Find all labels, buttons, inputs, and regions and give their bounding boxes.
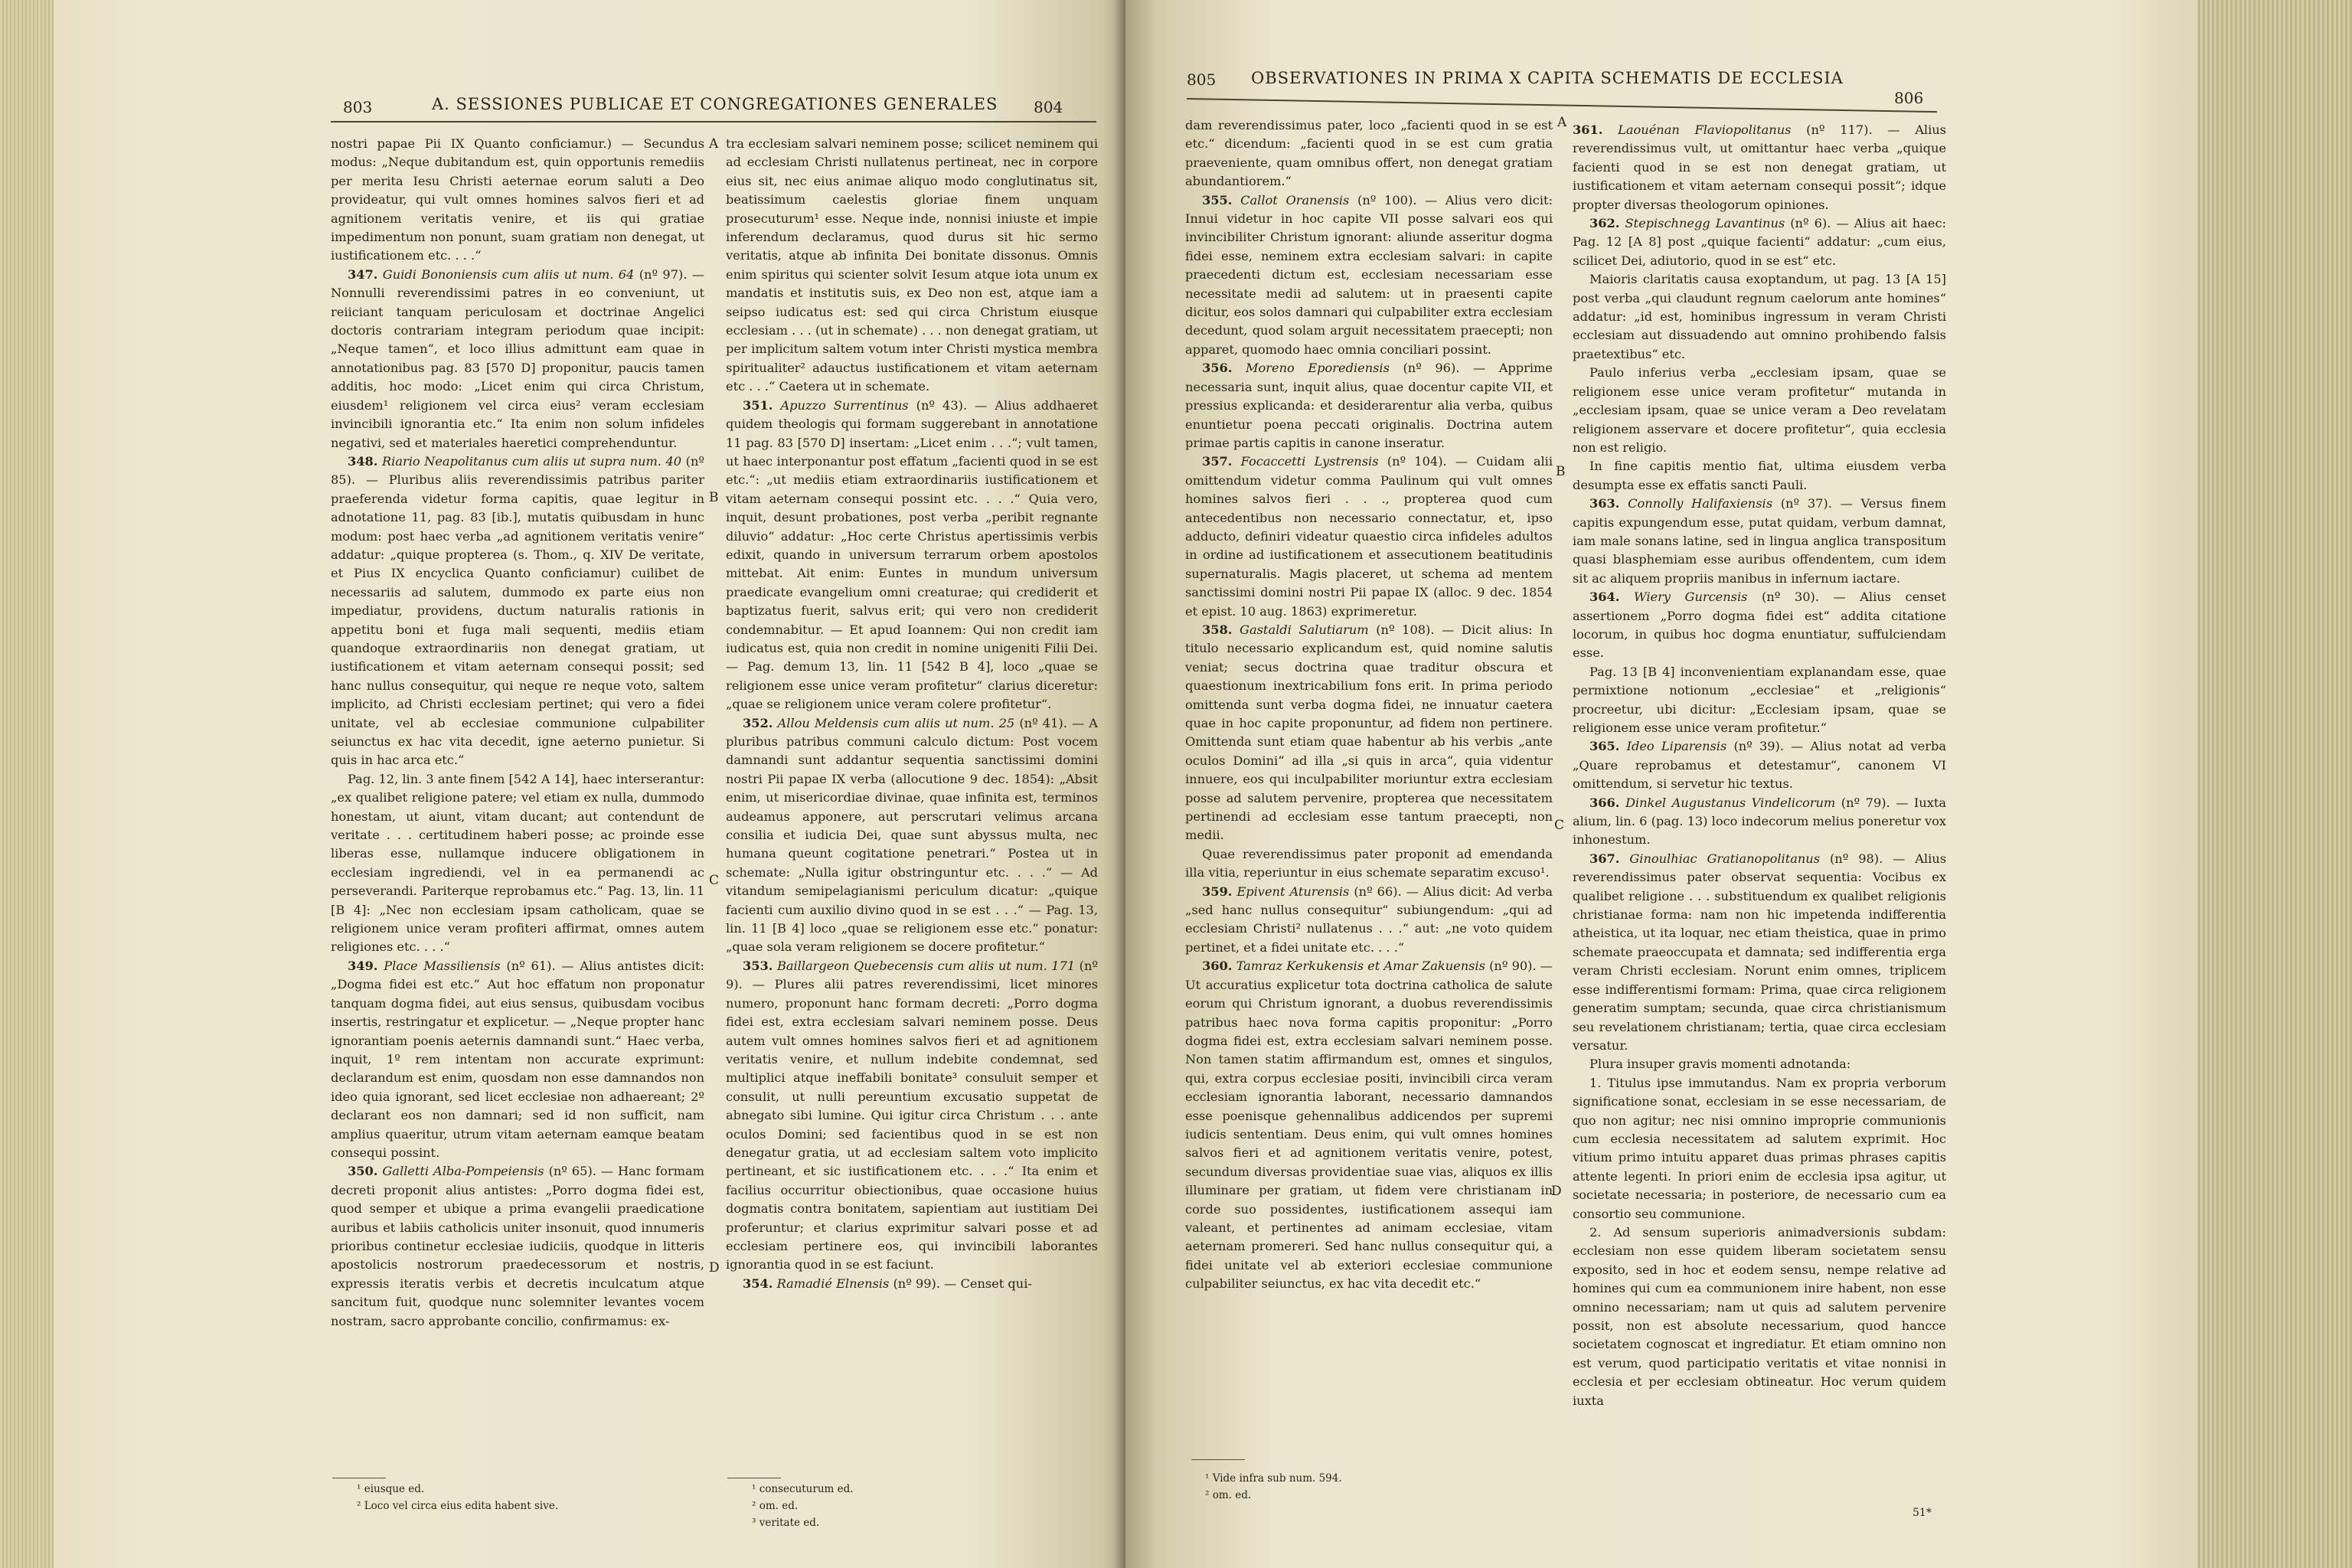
entry-number: 367. — [1589, 851, 1620, 866]
running-head: OBSERVATIONES IN PRIMA X CAPITA SCHEMATIS DE ECCLESIA — [1251, 69, 1844, 87]
margin-letter-D: D — [709, 1260, 720, 1276]
paragraph-text: Pag. 13 [B 4] inconvenientiam explanandam esse, quae permixtione notionum „ecclesiae“ et „religionis“ procreetur, ubi dicitur: „Ecclesiam ipsam, quae se religionem esse unice veram profitetur.“ — [1573, 664, 1946, 735]
paragraph — [726, 397, 1098, 714]
footnote: ¹ Vide infra sub num. 594. — [1205, 1472, 1342, 1485]
page-number-803: 803 — [343, 98, 373, 116]
entry-number: 360. — [1202, 959, 1233, 974]
paragraph-text: (nº 98). — Alius reverendissimus pater observat sequentia: Vocibus ex qualibet religione . . . substituendum ex qualibet religionis christianae forma: nam non hic impetenda indifferentia atheistica, ut ita loquar, nec etiam theistica, quae in primo schemate praeoccupata et damnata; sed indifferentia erga veram Christi ecclesiam. Norunt enim omnes, triplicem esse indifferentismi formam: Prima, quae circa religionem generatim sumptam; secunda, quae circa christianismum seu revelationem christianam; tertia, quae circa ecclesiam versatur. — [1573, 851, 1946, 1053]
paragraph-text: (nº 43). — Alius addhaeret quidem theologis qui formam suggerebant in annotatione 11 pag. 83 [570 D] insertam: „Licet enim . . .“; vult tamen, ut haec interponantur post effatum „facienti quod in se est etc.“: „ut mediis etiam extraordinariis iustificationem et vitam aeternam consequi possint etc. . . .“ Quia vero, inquit, desunt probationes, post verba „peribit regnante diluvio“ addatur: „Hoc certe Christus apertissimis verbis edixit, quando in universum terrarum orbem apostolos mittebat. Ait enim: Euntes in mundum universum praedicate evangelium omni creaturae; qui crediderit et baptizatus fuerit, salvus erit; qui vero non crediderit condemnabitur. — Et apud Ioannem: Qui non credit iam iudicatus est, quia non credit in nomine unigeniti Filii Dei. — Pag. demum 13, lin. 11 [542 B 4], loco „quae se religionem esse unice veram profitetur“ clarius diceretur: „quae se religionem unice veram colere profitetur“. — [726, 397, 1098, 712]
bishop-name: Ramadié Elnensis — [776, 1276, 890, 1291]
page-number-806: 806 — [1894, 89, 1924, 107]
paragraph-text: In fine capitis mentio fiat, ultima eiusdem verba desumpta esse ex effatis sancti Pauli. — [1573, 459, 1946, 492]
signature-mark: 51* — [1913, 1507, 1932, 1519]
page-edges-left — [0, 0, 57, 1568]
bishop-name: Galletti Alba-Pompeiensis — [382, 1164, 544, 1179]
page-number-805: 805 — [1187, 70, 1217, 89]
entry-number: 357. — [1202, 454, 1233, 469]
margin-letter-B: B — [1556, 464, 1566, 479]
paragraph-text: (nº 37). — Versus finem capitis expungendum esse, putat quidam, verbum damnat, iam male sonans latine, sed in lingua anglica transpositum quasi blasphemiam esse auribus offendentem, cum idem sit ac aliquem propriis manibus in infernum iactare. — [1573, 496, 1946, 586]
paragraph — [331, 770, 704, 957]
entry-number: 351. — [743, 397, 773, 413]
paragraph-text: (nº 99). — Censet qui- — [893, 1276, 1032, 1291]
paragraph — [1573, 270, 1946, 364]
paragraph — [1185, 883, 1553, 958]
paragraph — [1573, 121, 1946, 214]
paragraph — [1185, 957, 1553, 1293]
footnote: ² om. ed. — [752, 1500, 799, 1512]
paragraph — [726, 714, 1098, 957]
footnote: ² Loco vel circa eius edita habent sive. — [357, 1500, 559, 1512]
paragraph — [331, 957, 704, 1162]
paragraph — [1573, 663, 1946, 738]
paragraph-text: 2. Ad sensum superioris animadversionis subdam: ecclesiam non esse quidem liberam societatem sensu exposito, sed in hoc et eodem sensu, nempe relative ad homines qui cum ea communionem inire habent, non esse omnino necessariam; nam ut quis ad salutem pervenire possit, non est absolute necessarium, quod hancce societatem cognoscat et ingrediatur. Et etiam omnino non est verum, quod participatio veritatis et vitae nonnisi in ecclesia et per ecclesiam obtineatur. Hoc verum quidem iuxta — [1573, 1224, 1946, 1408]
left-page — [54, 0, 1125, 1568]
header-rule — [331, 121, 1096, 122]
paragraph-text: (nº 90). — Ut accuratius explicetur tota doctrina catholica de salute eorum qui Christum ignorant, a duobus reverendissimis patribus haec nova forma capitis proponitur: „Porro dogma fidei est, extra ecclesiam salvari neminem posse. Non tamen statim affirmandum est, omnes et singulos, qui, extra corpus ecclesiae positi, invincibili circa veram ecclesiam ignorantia laborant, necessario damnandos esse poenisque gehennalibus addicendos per supremi iudicis sententiam. Deus enim, qui vult omnes homines salvos fieri et ad agnitionem veritatis venire, potest, secundum diversas providentiae suae vias, aliquos ex illis illuminare per gratiam, ut fidem vere christianam in corde suo possidentes, iustificationem assequi iam valeant, et pertinentes ad animam ecclesiae, vitam aeternam promereri. Sed hanc nullus consequitur qui, a fidei unitate vel ab exteriori ecclesiae communione culpabiliter seiunctus, ex hac vita decedit etc.“ — [1185, 959, 1553, 1292]
paragraph — [1185, 845, 1553, 883]
paragraph-text: dam reverendissimus pater, loco „facienti quod in se est etc.“ dicendum: „facienti quod in se est cum gratia praeveniente, quam omnibus offert, non denegat gratiam abundantiorem.“ — [1185, 118, 1553, 189]
page-edges-right — [2191, 0, 2352, 1568]
entry-number: 352. — [743, 715, 773, 730]
bishop-name: Connolly Halifaxiensis — [1628, 496, 1772, 511]
bishop-name: Moreno Eporediensis — [1245, 361, 1390, 376]
entry-number: 347. — [348, 266, 378, 282]
paragraph-text: Plura insuper gravis momenti adnotanda: — [1589, 1057, 1851, 1072]
entry-number: 363. — [1589, 496, 1620, 511]
paragraph — [1573, 495, 1946, 588]
paragraph-text: (nº 61). — Alius antistes dicit: „Dogma fidei est etc.“ Aut hoc effatum non proponatur tanquam dogma fidei, aut eius sensus, quibusdam vocibus insertis, restringatur et explicetur. — „Neque propter hanc ignorantiam poenis aeternis damnandi sunt.“ Haec verba, inquit, 1º rem intentam non accurate exprimunt: declarandum est enim, quosdam non esse damnandos non ideo quia ignorant, sed licet ecclesiae non adhaereant; 2º declarant eos non damnari; sed id non sufficit, nam amplius quaeritur, utrum vitam aeternam eamque beatam consequi possint. — [331, 958, 704, 1160]
entry-number: 350. — [348, 1164, 378, 1179]
entry-number: 355. — [1202, 192, 1233, 207]
paragraph — [331, 266, 704, 452]
paragraph — [1185, 116, 1553, 191]
paragraph — [1573, 214, 1946, 270]
paragraph — [1573, 457, 1946, 495]
paragraph-text: 1. Titulus ipse immutandus. Nam ex propria verborum significatione sonat, ecclesiam in se esse necessariam, de quo non agitur; nec nisi omnino improprie communionis cum ecclesia necessitatem ad salutem exprimit. Hoc vitium primo intuitu apparet duas primas phrases capitis attente legenti. In priori enim de ecclesia ipsa agitur, ut societate necessaria; in posteriore, de necessario cum ea consortio seu communione. — [1573, 1075, 1946, 1221]
paragraph — [331, 135, 704, 266]
bishop-name: Guidi Bononiensis cum aliis ut num. 64 — [382, 266, 635, 282]
entry-number: 353. — [743, 958, 773, 973]
paragraph — [726, 957, 1098, 1275]
footnote: ¹ consecuturum ed. — [752, 1483, 854, 1495]
entry-number: 364. — [1589, 590, 1620, 605]
paragraph-text: (nº 108). — Dicit alius: In titulo necessario explicandum est, quid nomine salutis veniat; secus doctrina quae traditur obscura et quaestionum inextricabilium fons erit. In prima periodo omittenda sunt verba dogma fidei, ne innuatur caetera quae in hoc capite proponuntur, ad fidem non pertinere. Omittenda sunt etiam quae habentur ab his verbis „ante oculos Domini“ ad illa „si quis in arca“, quia videntur innuere, eos qui inculpabiliter moriuntur extra ecclesiam posse ad salutem pervenire, propterea que necessitatem pertinendi ad ecclesiam esse tantum praecepti, non medii. — [1185, 622, 1553, 843]
footnote: ¹ eiusque ed. — [357, 1483, 425, 1495]
bishop-name: Laouénan Flaviopolitanus — [1618, 122, 1792, 137]
right-page-column-2 — [1573, 121, 1946, 1499]
bishop-name: Apuzzo Surrentinus — [780, 397, 909, 413]
paragraph-text: (nº 65). — Hanc formam decreti proponit alius antistes: „Porro dogma fidei est, quod semper et ubique a prima evangelii praedicatione auribus et labiis catholicis uniter insonuit, quod innumeris prioribus continetur ecclesiae iudiciis, quodque in litteris apostolicis nostrorum praedecessorum et nostris, expressis iteratis verbis et decretis inculcatum atque sancitum fuit, quodque nunc solemniter levantes vocem nostram, sacro approbante concilio, confirmamus: ex- — [331, 1164, 704, 1328]
bishop-name: Allou Meldensis cum aliis ut num. 25 — [777, 715, 1015, 730]
page-number-804: 804 — [1034, 98, 1063, 116]
paragraph-text: (nº 97). — Nonnulli reverendissimi patres in eo conveniunt, ut reiiciant tanquam periculosam et doctrinae Angelici doctoris contrariam integram periodum quae incipit: „Neque tamen“, et loco illius admittunt eam quae in annotationibus pag. 83 [570 D] proponitur, paucis tamen additis, hoc modo: „Licet enim qui circa Christum, eiusdem¹ religionem vel circa eius² veram ecclesiam invincibili ignorantia etc.“ Ita enim non solum infideles negativi, sed et materiales haeretici comprehenduntur. — [331, 266, 704, 450]
paragraph-text: (nº 6). — Alius ait haec: Pag. 12 [A 8] post „quique facienti“ addatur: „cum eius, scilicet Dei, adiutorio, quod in se est“ etc. — [1573, 216, 1946, 268]
paragraph — [331, 1162, 704, 1331]
bishop-name: Ginoulhiac Gratianopolitanus — [1629, 851, 1821, 866]
paragraph — [726, 135, 1098, 397]
entry-number: 354. — [743, 1276, 773, 1291]
paragraph-text: Paulo inferius verba „ecclesiam ipsam, quae se religionem esse unice veram profitetur“ mutanda in „ecclesiam ipsam, quae se unice veram a Deo revelatam religionem asservare et docere profitetur“, quia ecclesia non est religio. — [1573, 365, 1946, 455]
bishop-name: Riario Neapolitanus cum aliis ut supra num. 40 — [381, 453, 682, 469]
paragraph-text: (nº 96). — Apprime necessaria sunt, inquit alius, quae docentur capite VII, et pressius explicanda: et desiderarentur alia verba, quibus enuntietur poena peccati originalis. Doctrina autem primae partis capitis in canone inseratur. — [1185, 361, 1553, 450]
paragraph — [1185, 191, 1553, 360]
bishop-name: Dinkel Augustanus Vindelicorum — [1625, 795, 1836, 810]
margin-letter-A: A — [709, 136, 719, 152]
paragraph — [1573, 850, 1946, 1055]
entry-number: 365. — [1589, 739, 1620, 754]
paragraph-text: (nº 79). — Iuxta alium, lin. 6 (pag. 13) loco indecorum melius poneretur vox inhonestum. — [1573, 795, 1946, 848]
bishop-name: Tamraz Kerkukensis et Amar Zakuensis — [1236, 959, 1485, 974]
margin-letter-C: C — [1554, 818, 1565, 833]
entry-number: 361. — [1573, 122, 1603, 137]
entry-number: 362. — [1589, 216, 1620, 231]
paragraph — [1573, 1074, 1946, 1223]
right-page — [1125, 0, 2197, 1568]
bishop-name: Baillargeon Quebecensis cum aliis ut num. 171 — [776, 958, 1076, 973]
footnote: ³ veritate ed. — [752, 1517, 820, 1529]
paragraph-text: tra ecclesiam salvari neminem posse; scilicet neminem qui ad ecclesiam Christi nullatenus pertineat, nec in corpore eius sit, nec eius animae aliquo modo conglutinatus sit, beatissimum caelestis gloriae finem unquam prosecuturum¹ esse. Neque inde, nonnisi iniuste et impie inferendum declaramus, quod durus sit hic sermo veritatis, atque ab infinita Dei bonitate dissonus. Omnis enim spiritus qui scienter solvit Iesum atque iota unum ex mandatis et institutis suis, ex Deo non est, atque iam a seipso iudicatus est: sed qui circa Christum eiusque ecclesiam . . . (ut in schemate) . . . non denegat gratiam, ut per implicitum saltem votum inter Christi mystica membra spiritualiter² adauctus iustificationem et vitam aeternam etc . . .“ Caetera ut in schemate. — [726, 136, 1098, 394]
margin-letter-B: B — [709, 490, 719, 505]
paragraph-text: (nº 100). — Alius vero dicit: Innui videtur in hoc capite VII posse salvari eos qui invincibiliter Christum ignorant: aliunde asseritur dogma fidei esse, neminem extra ecclesiam salvari: in capite praecedenti dictum est, ecclesiam necessariam esse necessitate medii ad salutem: ut in praesenti capite dicitur, eos solos damnari qui culpabiliter extra ecclesiam decedunt, quod solam arguit necessitatem praecepti; non apparet, quomodo haec omnia conciliari possint. — [1185, 192, 1553, 357]
paragraph — [1185, 452, 1553, 621]
paragraph-text: (nº 85). — Pluribus aliis reverendissimis patribus pariter praeferenda videtur forma capitis, quae legitur in adnotatione 11, pag. 83 [ib.], mutatis quibusdam in hunc modum: post haec verba „ad agnitionem veritatis venire“ addatur: „quique propterea (s. Thom., q. XIV De veritate, et Pius IX encyclica Quanto conficiamur) cuilibet de necessariis ad salutem, dummodo ex parte eius non impediatur, providens, ductum naturalis rationis in appetitu boni et fuga mali sequenti, mediis etiam quandoque extraordinariis non denegat gratiam, ut iustificationem et vitam aeternam consequi possit; sed hanc nullus consequitur, qui neque re neque voto, saltem implicito, ad Christi ecclesiam pertinet; qui vero a fidei unitate, vel ab ecclesiae communione culpabiliter seiunctus ex hac vita decedit, igne aeterno punietur. Si quis in hac arca etc.“ — [331, 453, 704, 768]
paragraph-text: (nº 117). — Alius reverendissimus vult, ut omittantur haec verba „quique facienti quod in se est non denegat gratiam, ut iustificationem et vitam aeternam consequi possit“; idque propter diversas theologorum opiniones. — [1573, 122, 1946, 212]
paragraph-text: (nº 39). — Alius notat ad verba „Quare reprobamus et detestamur“, canonem VI omittendum, si servetur hic textus. — [1573, 739, 1946, 792]
entry-number: 356. — [1202, 361, 1233, 376]
left-page-column-1 — [331, 135, 704, 1475]
paragraph — [726, 1275, 1098, 1293]
entry-number: 358. — [1202, 622, 1233, 637]
paragraph-text: (nº 66). — Alius dicit: Ad verba „sed hanc nullus consequitur“ subiungendum: „qui ad ecclesiam Christi² nullatenus . . .“ aut: „ne voto quidem pertinet, et a fidei unitate etc. . . .“ — [1185, 884, 1553, 955]
left-page-column-2 — [726, 135, 1098, 1475]
bishop-name: Epivent Aturensis — [1236, 884, 1350, 899]
bishop-name: Wiery Gurcensis — [1633, 590, 1748, 605]
bishop-name: Stepischnegg Lavantinus — [1625, 216, 1785, 231]
bishop-name: Callot Oranensis — [1240, 192, 1350, 207]
footnote: ² om. ed. — [1205, 1489, 1252, 1501]
paragraph — [1573, 737, 1946, 793]
margin-letter-D: D — [1551, 1184, 1562, 1199]
paragraph-text: Quae reverendissimus pater proponit ad emendanda illa vitia, reperiuntur in eius schemate separatim excuso¹. — [1185, 846, 1553, 880]
entry-number: 359. — [1202, 884, 1233, 899]
header-rule — [1187, 98, 1937, 113]
paragraph-text: (nº 30). — Alius censet assertionem „Porro dogma fidei est“ addita citatione locorum, in quibus hoc dogma enuntiatur, suffulciendam esse. — [1573, 590, 1946, 661]
paragraph-text: (nº 41). — A pluribus patribus communi calculo dictum: Post vocem damnandi sunt addantur sequentia sanctissimi domini nostri Pii papae IX verba (allocutione 9 dec. 1854): „Absit enim, ut misericordiae divinae, quae infinita est, terminos audeamus apponere, aut perscrutari velimus arcana consilia et iudicia Dei, quae sunt abyssus multa, nec humana queunt cogitatione penetrari.“ Postea ut in schemate: „Nulla igitur obstringuntur etc. . . .“ — Ad vitandum semipelagianismi periculum dicatur: „quique facienti cum auxilio divino quod in se est . . .“ — Pag. 13, lin. 11 [B 4] loco „quae se religionem esse etc.“ ponatur: „quae sola veram religionem se docere profitetur.“ — [726, 715, 1098, 955]
bishop-name: Ideo Liparensis — [1626, 739, 1727, 754]
paragraph-text: Pag. 12, lin. 3 ante finem [542 A 14], haec interserantur: „ex qualibet religione patere; vel etiam ex nulla, dummodo honestam, ut aiunt, vitam ducant; aut contendunt de veritate . . . certitudinem haberi posse; ac proinde esse liberas esse, nullamque inducere obligationem in ecclesiam ingrediendi, vel in ea permanendi ac perseverandi. Pariterque reprobamus etc.“ Pag. 13, lin. 11 [B 4]: „Nec non ecclesiam ipsam catholicam, quae se religionem unice veram profiteri affirmat, omnes autem religiones etc. . . .“ — [331, 771, 704, 955]
footnote-rule — [1191, 1459, 1245, 1460]
paragraph-text: nostri papae Pii IX Quanto conficiamur.) — Secundus modus: „Neque dubitandum est, quin opportunis remediis per merita Iesu Christi aeternae eorum saluti a Deo provideatur, qui vult omnes homines salvos fieri et ad agnitionem veritatis venire, et iis qui gratiae impedimentum non ponunt, suam gratiam non denegat, ut iustificationem etc. . . .“ — [331, 136, 704, 263]
entry-number: 348. — [348, 453, 378, 469]
paragraph — [1573, 1223, 1946, 1410]
paragraph-text: (nº 9). — Plures alii patres reverendissimi, licet minores numero, proponunt hanc formam decreti: „Porro dogma fidei est, extra ecclesiam salvari neminem posse. Deus autem vult omnes homines salvos fieri et ad agnitionem veritatis venire, et nullum indebite condemnat, sed multiplici atque ineffabili bonitate³ consuluit semper et consulit, ut nulli pereuntium excusatio suppetat de abnegato sibi lumine. Qui igitur circa Christum . . . ante oculos Domini; sed facientibus quod in se est non denegatur gratia, ut ad ecclesiam saltem voto implicito pertineant, et sic iustificationem etc. . . .“ Ita enim et facilius occurritur obiectionibus, quae occasione huius dogmatis contra bonitatem, sapientiam aut iustitiam Dei proferuntur; et clarius exprimitur salvari posse et ad ecclesiam pertinere eos, qui invincibili laborantes ignorantia quod in se est faciunt. — [726, 958, 1098, 1272]
bishop-name: Place Massiliensis — [384, 958, 501, 973]
paragraph — [1573, 588, 1946, 663]
entry-number: 349. — [348, 958, 378, 973]
bishop-name: Focaccetti Lystrensis — [1240, 454, 1379, 469]
margin-letter-C: C — [709, 873, 720, 888]
paragraph-text: (nº 104). — Cuidam alii omittendum videtur comma Paulinum qui vult omnes homines salvos fieri . . ., propterea quod cum antecedentibus non necessario connectatur, et, ipso adducto, definiri videatur quaestio circa infideles adultos in ordine ad iustificationem et assecutionem beatitudinis supernaturalis. Magis placeret, ut schema ad mentem sanctissimi domini nostri Pii papae IX (alloc. 9 dec. 1854 et epist. 10 aug. 1863) exprimeretur. — [1185, 454, 1553, 619]
running-head: A. SESSIONES PUBLICAE ET CONGREGATIONES GENERALES — [432, 95, 998, 113]
paragraph-text: Maioris claritatis causa exoptandum, ut pag. 13 [A 15] post verba „qui claudunt regnum caelorum ante homines“ addatur: „id est, hominibus ingressum in veram Christi ecclesiam aut dissuadendo aut omnino prohibendo falsis praetextibus“ etc. — [1573, 272, 1946, 361]
paragraph — [1185, 621, 1553, 845]
paragraph — [1573, 794, 1946, 850]
bishop-name: Gastaldi Salutiarum — [1240, 622, 1369, 637]
margin-letter-A: A — [1557, 115, 1567, 130]
right-page-column-1 — [1185, 116, 1553, 1464]
paragraph — [1185, 359, 1553, 452]
paragraph — [331, 452, 704, 770]
paragraph — [1573, 364, 1946, 457]
entry-number: 366. — [1589, 795, 1620, 810]
paragraph — [1573, 1055, 1946, 1073]
